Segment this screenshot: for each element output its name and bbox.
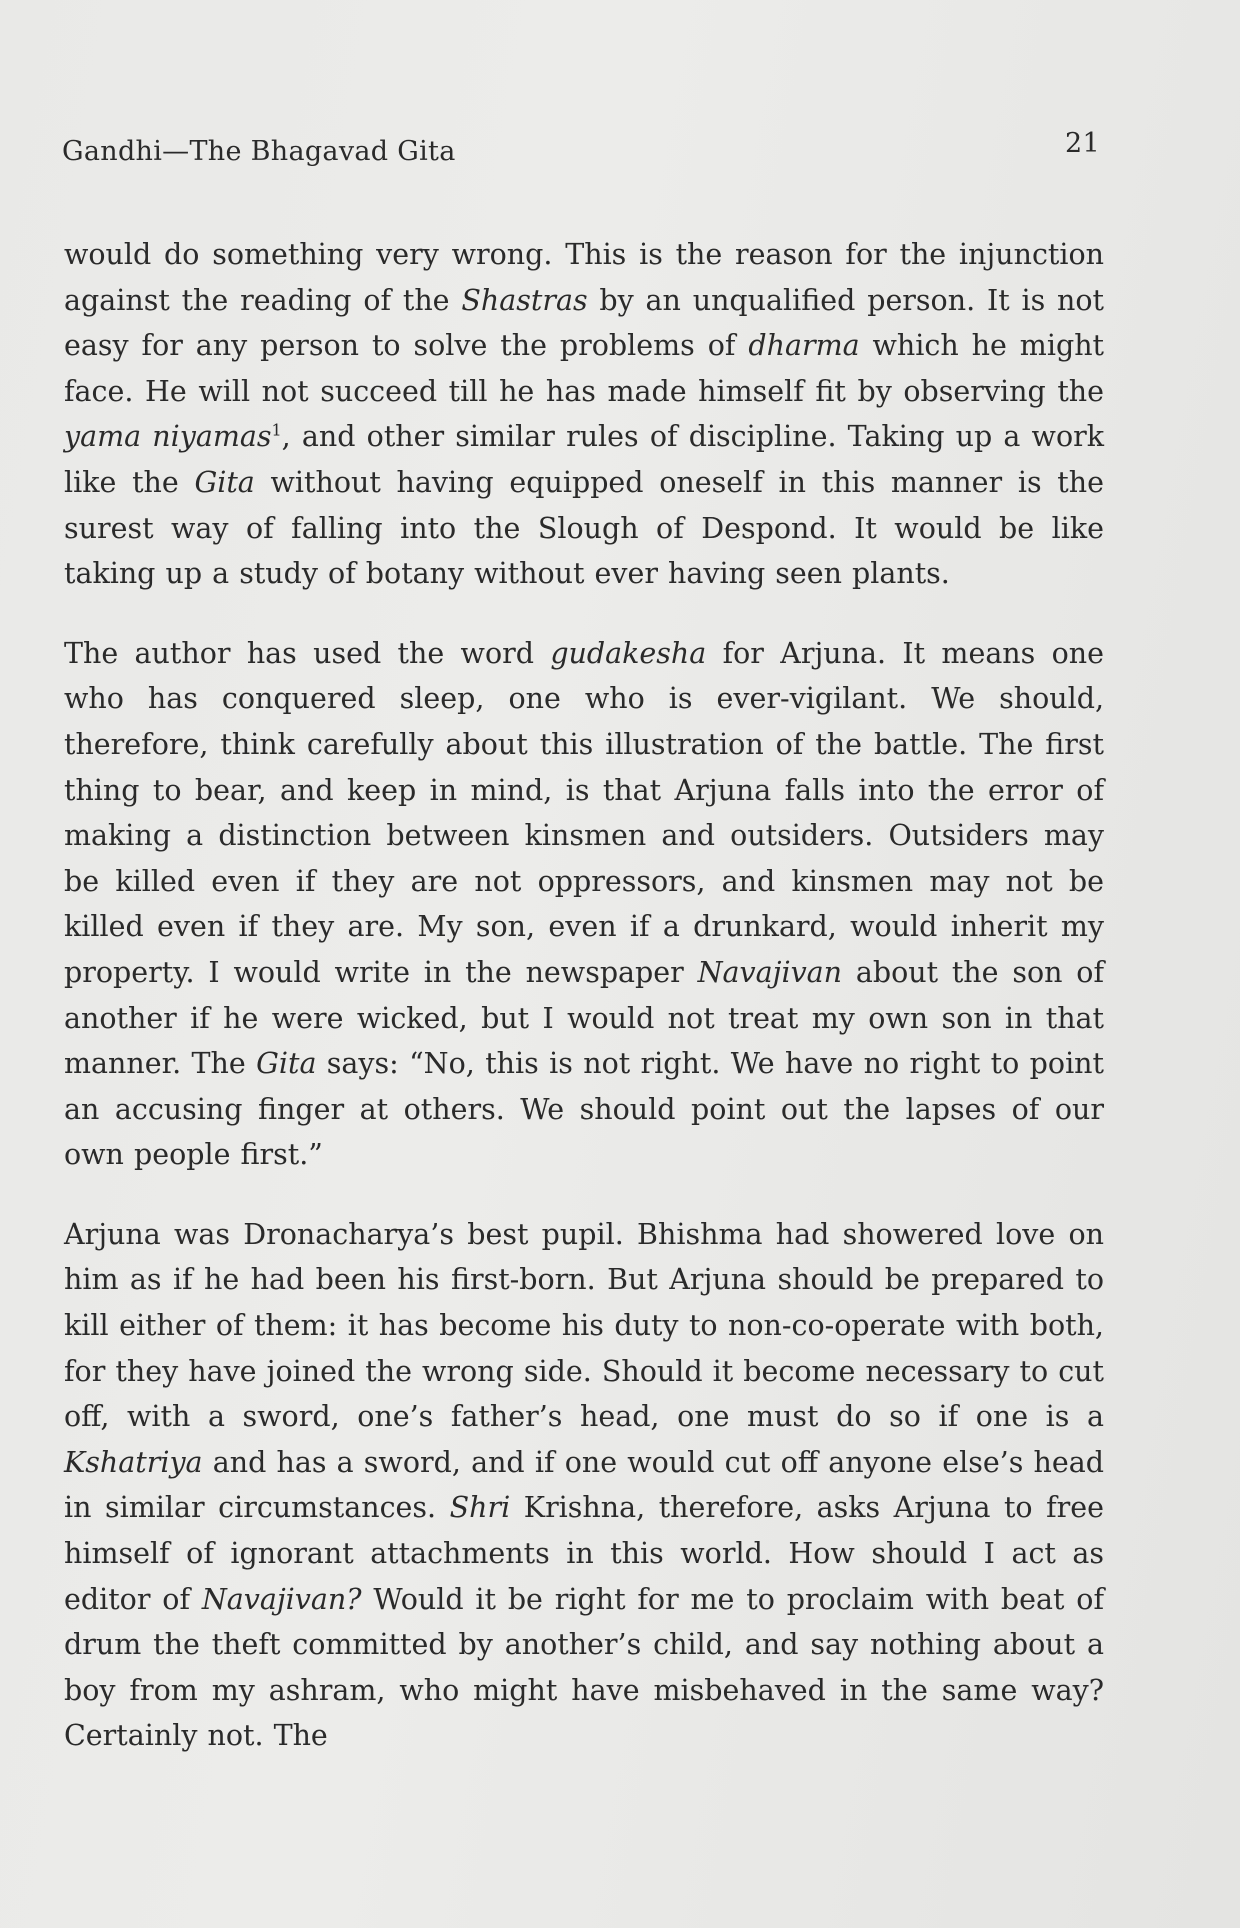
- text-segment: Krishna, therefore, asks Arjuna to free himself of ignorant attachments in this world. How should I act as editor of: [64, 1491, 1104, 1616]
- running-header: [62, 128, 1100, 172]
- text-segment: about the son of another if he were wicked, but I would not treat my own son in that manner. The: [64, 955, 1104, 1081]
- italic-term: Navajivan: [697, 955, 843, 989]
- italic-term: Shri: [449, 1491, 511, 1525]
- italic-term: Navajivan?: [201, 1582, 362, 1616]
- text-segment: Would it be right for me to proclaim with beat of drum the theft committed by another’s child, and say nothing about a boy from my ashram, who might have misbehaved in the same way? Certainly not. The: [64, 1582, 1104, 1753]
- text-segment: by an unqualified person. It is not easy for any person to solve the problems of: [64, 283, 1104, 363]
- text-segment: The author has used the word: [64, 636, 551, 670]
- italic-term: gudakesha: [550, 636, 707, 670]
- text-segment: which he might face. He will not succeed till he has made himself fit by observing the: [64, 329, 1104, 408]
- italic-term: dharma: [748, 329, 860, 363]
- running-title: Gandhi—The Bhagavad Gita: [62, 136, 456, 167]
- page-number: 21: [1065, 128, 1100, 159]
- text-segment: and has a sword, and if one would cut off anyone else’s head in similar circumstances.: [64, 1445, 1104, 1525]
- text-segment: Arjuna was Dronacharya’s best pupil. Bhishma had showered love on him as if he had been his first-born. But Arjuna should be prepared to kill either of them: it has become his duty to non-co-operate with both, for they have joined the wrong side. Should it become necessary to cut off, with a sword, one’s father’s head, one must do so if one is a: [64, 1217, 1104, 1434]
- text-segment: says: “No, this is not right. We have no right to point an accusing finger at others. We should point out the lapses of our own people first.”: [64, 1047, 1104, 1172]
- paragraph: [64, 631, 1104, 1178]
- italic-term: Gita: [194, 465, 255, 499]
- italic-term: yama niyamas: [64, 420, 272, 454]
- footnote-marker: 1: [271, 420, 282, 440]
- text-segment: for Arjuna. It means one who has conquered sleep, one who is ever-vigilant. We should, therefore, think carefully about this illustration of the battle. The first thing to bear, and keep in mind, is that Arjuna falls into the error of making a distinction between kinsmen and outsiders. Outsiders may be killed even if they are not oppressors, and kinsmen may not be killed even if they are. My son, even if a drunkard, would inherit my property. I would write in the newspaper: [64, 636, 1105, 989]
- text-segment: , and other similar rules of discipline. Taking up a work like the: [64, 420, 1104, 499]
- paragraph: [64, 1212, 1104, 1759]
- body-text: [64, 232, 1104, 1793]
- italic-term: Shastras: [461, 283, 588, 317]
- italic-term: Gita: [256, 1047, 317, 1081]
- text-segment: without having equipped oneself in this manner is the surest way of falling into the Slough of Despond. It would be like taking up a study of botany without ever having seen plants.: [64, 465, 1104, 591]
- text-segment: would do something very wrong. This is the reason for the injunction against the reading of the: [64, 238, 1104, 317]
- paragraph: [64, 232, 1104, 597]
- italic-term: Kshatriya: [64, 1445, 203, 1479]
